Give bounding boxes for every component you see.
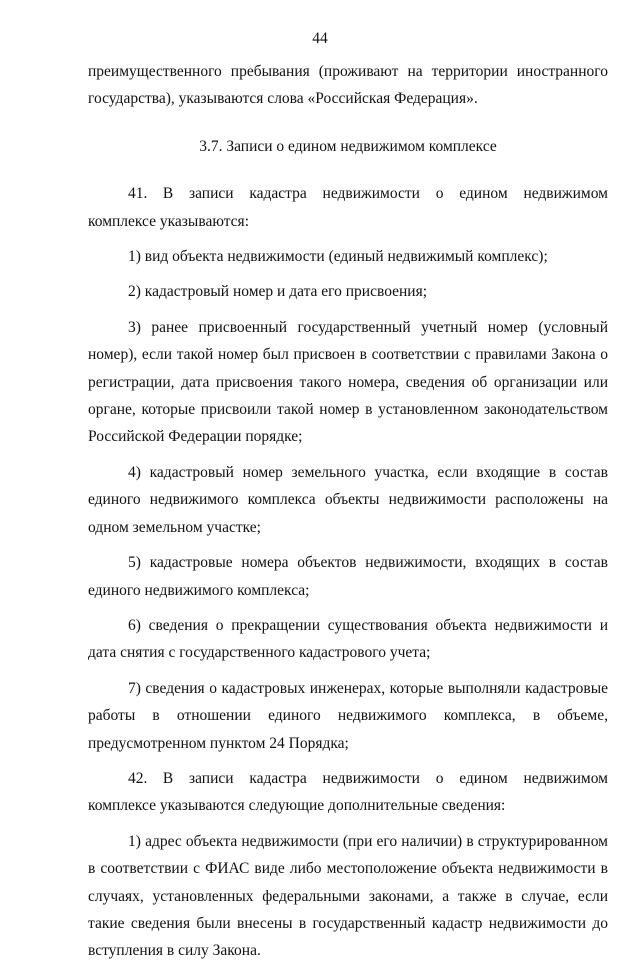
clause-41-item-6: 6) сведения о прекращении существования объекта недвижимости и дата снятия с государственного кадастрового учета; xyxy=(88,616,608,662)
clause-41: 41. В записи кадастра недвижимости о едином недвижимом комплексе указываются: xyxy=(88,185,608,230)
page-number: 44 xyxy=(312,30,328,47)
clause-41-item-2: 2) кадастровый номер и дата его присвоения; xyxy=(128,283,428,301)
clause-41-item-7: 7) сведения о кадастровых инженерах, которые выполняли кадастровые работы в отношении единого недвижимого комплекса, в объеме, предусмотренном пунктом 24 Порядка; xyxy=(88,679,608,752)
clause-41-item-3: 3) ранее присвоенный государственный учетный номер (условный номер), если такой номер был присвоен в соответствии с правилами Закона о регистрации, дата присвоения такого номера, сведения об организации или органе, которые присвоили такой номер в установленном законодательством Российской Федерации порядке; xyxy=(88,318,608,446)
section-heading: 3.7. Записи о едином недвижимом комплексе xyxy=(199,137,497,155)
clause-41-item-5: 5) кадастровые номера объектов недвижимости, входящих в состав единого недвижимого комплекса; xyxy=(88,554,608,599)
clause-41-item-1: 1) вид объекта недвижимости (единый недвижимый комплекс); xyxy=(128,248,548,266)
document-body xyxy=(88,58,608,965)
clause-42-item-1: 1) адрес объекта недвижимости (при его наличии) в структурированном в соответствии с ФИАС виде либо местоположение объекта недвижимости в случаях, установленных федеральными законами, а также в случае, если такие сведения были внесены в государственный кадастр недвижимости до вступления в силу Закона. xyxy=(88,832,608,960)
clause-42: 42. В записи кадастра недвижимости о едином недвижимом комплексе указываются следующие дополнительные сведения: xyxy=(88,769,608,815)
clause-41-item-4: 4) кадастровый номер земельного участка, если входящие в состав единого недвижимого комплекса объекты недвижимости расположены на одном земельном участке; xyxy=(88,463,608,536)
intro-paragraph: преимущественного пребывания (проживают на территории иностранного государства), указываются слова «Российская Федерация». xyxy=(88,63,608,108)
